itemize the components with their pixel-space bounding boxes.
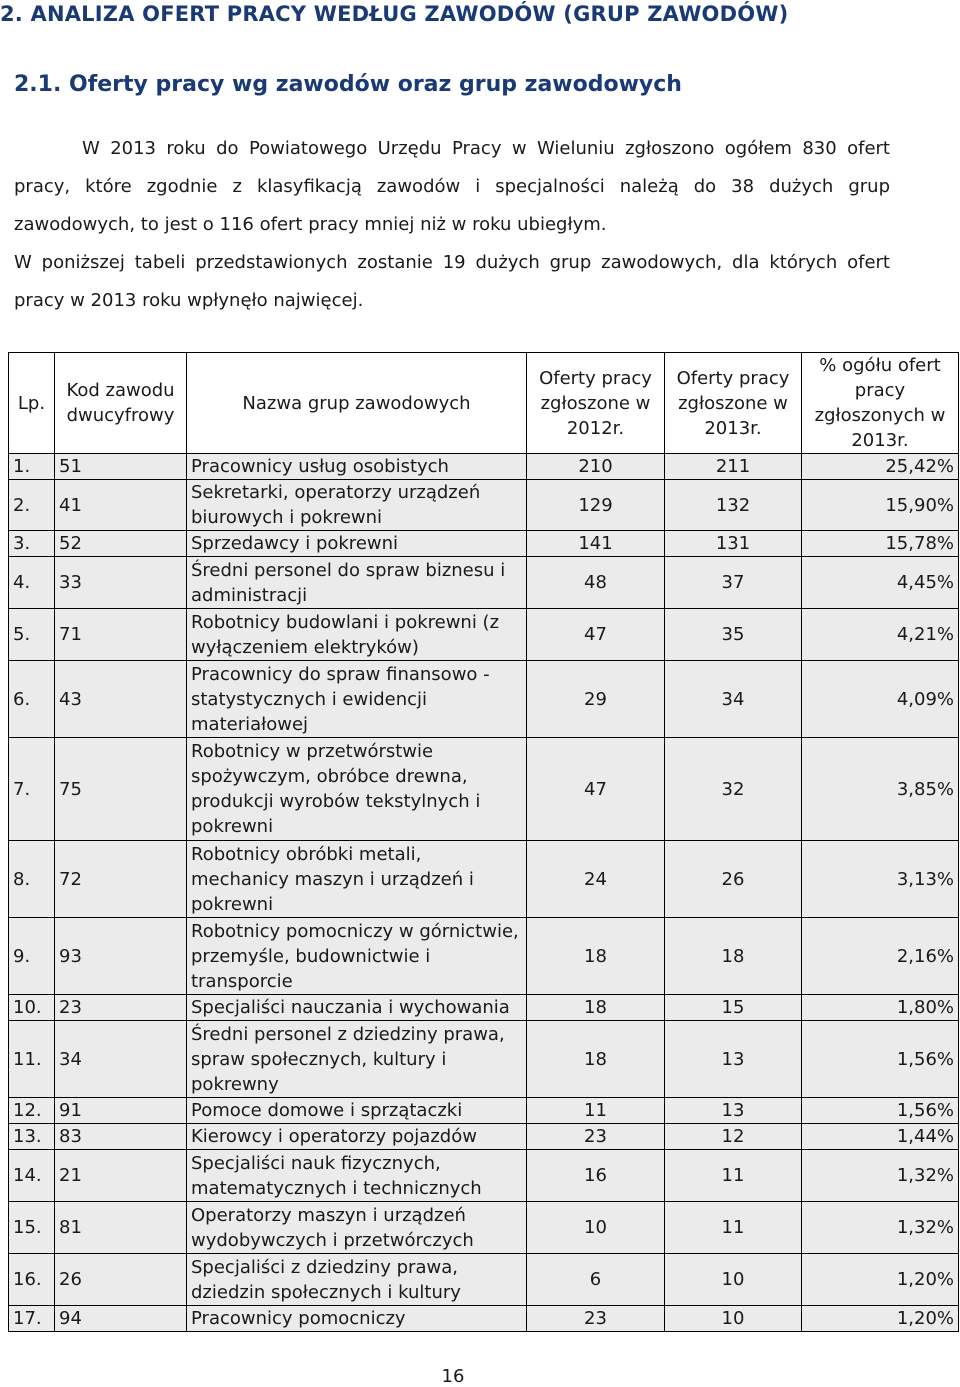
row-oferty-2012: 24 [527,841,665,918]
header-kod: Kod zawodu dwucyfrowy [55,353,187,454]
row-lp: 10. [9,995,55,1021]
row-kod: 72 [55,841,187,918]
header-nazwa: Nazwa grup zawodowych [187,353,527,454]
row-kod: 41 [55,480,187,531]
row-kod: 91 [55,1098,187,1124]
row-procent: 1,20% [802,1254,959,1306]
header-lp: Lp. [9,353,55,454]
table-row [9,841,959,918]
row-procent: 2,16% [802,918,959,995]
row-oferty-2013: 26 [665,841,802,918]
row-oferty-2012: 141 [527,531,665,557]
row-oferty-2012: 48 [527,557,665,609]
row-nazwa: Kierowcy i operatorzy pojazdów [187,1124,527,1150]
row-oferty-2012: 210 [527,454,665,480]
row-oferty-2012: 18 [527,1021,665,1098]
row-kod: 83 [55,1124,187,1150]
row-lp: 6. [9,661,55,738]
row-procent: 1,56% [802,1021,959,1098]
row-lp: 5. [9,609,55,661]
row-nazwa: Robotnicy w przetwórstwie spożywczym, obróbce drewna, produkcji wyrobów tekstylnych i pokrewni [187,738,527,841]
row-kod: 71 [55,609,187,661]
table-header-row [9,353,959,454]
row-lp: 9. [9,918,55,995]
row-kod: 23 [55,995,187,1021]
row-oferty-2013: 13 [665,1098,802,1124]
row-kod: 34 [55,1021,187,1098]
row-oferty-2012: 6 [527,1254,665,1306]
row-procent: 1,80% [802,995,959,1021]
row-nazwa: Specjaliści nauk fizycznych, matematycznych i technicznych [187,1150,527,1202]
row-nazwa: Robotnicy obróbki metali, mechanicy maszyn i urządzeń i pokrewni [187,841,527,918]
row-nazwa: Robotnicy pomocniczy w górnictwie, przemyśle, budownictwie i transporcie [187,918,527,995]
row-nazwa: Średni personel z dziedziny prawa, spraw społecznych, kultury i pokrewny [187,1021,527,1098]
intro-paragraph: W 2013 roku do Powiatowego Urzędu Pracy w Wieluniu zgłoszono ogółem 830 ofert pracy, które zgodnie z klasyfikacją zawodów i specjalności należą do 38 dużych grup zawodowych, to jest o 116 ofert pracy mniej niż w roku ubiegłym. [14,138,890,235]
row-oferty-2012: 29 [527,661,665,738]
table-row [9,1098,959,1124]
row-oferty-2012: 18 [527,918,665,995]
row-oferty-2012: 129 [527,480,665,531]
table-row [9,661,959,738]
header-oferty-2012: Oferty pracy zgłoszone w 2012r. [527,353,665,454]
row-lp: 4. [9,557,55,609]
row-kod: 26 [55,1254,187,1306]
row-oferty-2012: 47 [527,609,665,661]
row-oferty-2012: 16 [527,1150,665,1202]
row-lp: 8. [9,841,55,918]
row-kod: 75 [55,738,187,841]
row-kod: 93 [55,918,187,995]
row-procent: 1,56% [802,1098,959,1124]
row-kod: 21 [55,1150,187,1202]
row-procent: 25,42% [802,454,959,480]
table-intro-paragraph: W poniższej tabeli przedstawionych zostanie 19 dużych grup zawodowych, dla których ofert pracy w 2013 roku wpłynęło najwięcej. [14,252,890,311]
row-oferty-2012: 11 [527,1098,665,1124]
row-procent: 4,09% [802,661,959,738]
row-procent: 15,78% [802,531,959,557]
row-procent: 3,85% [802,738,959,841]
row-nazwa: Operatorzy maszyn i urządzeń wydobywczych i przetwórczych [187,1202,527,1254]
row-oferty-2013: 11 [665,1202,802,1254]
table-row [9,609,959,661]
row-nazwa: Robotnicy budowlani i pokrewni (z wyłączeniem elektryków) [187,609,527,661]
row-oferty-2013: 132 [665,480,802,531]
job-offers-table [8,352,959,1332]
row-oferty-2012: 23 [527,1306,665,1332]
row-nazwa: Pomoce domowe i sprzątaczki [187,1098,527,1124]
row-nazwa: Średni personel do spraw biznesu i administracji [187,557,527,609]
row-lp: 16. [9,1254,55,1306]
table-row [9,480,959,531]
row-procent: 3,13% [802,841,959,918]
row-lp: 12. [9,1098,55,1124]
row-nazwa: Pracownicy do spraw finansowo - statystycznych i ewidencji materiałowej [187,661,527,738]
table-row [9,1202,959,1254]
table-row [9,1150,959,1202]
row-oferty-2013: 131 [665,531,802,557]
row-oferty-2013: 10 [665,1306,802,1332]
row-oferty-2013: 10 [665,1254,802,1306]
table-body [9,454,959,1332]
row-oferty-2013: 34 [665,661,802,738]
row-procent: 1,44% [802,1124,959,1150]
section-heading: 2. ANALIZA OFERT PRACY WEDŁUG ZAWODÓW (GRUP ZAWODÓW) [0,2,789,26]
row-oferty-2013: 35 [665,609,802,661]
row-kod: 94 [55,1306,187,1332]
row-procent: 1,32% [802,1202,959,1254]
row-nazwa: Specjaliści z dziedziny prawa, dziedzin społecznych i kultury [187,1254,527,1306]
row-lp: 13. [9,1124,55,1150]
row-nazwa: Pracownicy usług osobistych [187,454,527,480]
table-row [9,1021,959,1098]
page-number: 16 [441,1366,465,1387]
row-oferty-2013: 12 [665,1124,802,1150]
row-oferty-2013: 211 [665,454,802,480]
row-oferty-2013: 37 [665,557,802,609]
table-row [9,531,959,557]
row-nazwa: Pracownicy pomocniczy [187,1306,527,1332]
table-row [9,454,959,480]
row-procent: 4,21% [802,609,959,661]
row-oferty-2012: 23 [527,1124,665,1150]
row-kod: 81 [55,1202,187,1254]
row-lp: 2. [9,480,55,531]
row-oferty-2013: 15 [665,995,802,1021]
row-procent: 4,45% [802,557,959,609]
row-procent: 1,20% [802,1306,959,1332]
table-row [9,1124,959,1150]
row-oferty-2013: 11 [665,1150,802,1202]
row-lp: 1. [9,454,55,480]
row-lp: 17. [9,1306,55,1332]
row-oferty-2013: 13 [665,1021,802,1098]
row-oferty-2012: 47 [527,738,665,841]
header-oferty-2013: Oferty pracy zgłoszone w 2013r. [665,353,802,454]
row-kod: 52 [55,531,187,557]
subsection-heading: 2.1. Oferty pracy wg zawodów oraz grup zawodowych [14,72,682,97]
row-oferty-2012: 10 [527,1202,665,1254]
row-procent: 1,32% [802,1150,959,1202]
row-nazwa: Sprzedawcy i pokrewni [187,531,527,557]
row-lp: 7. [9,738,55,841]
row-kod: 43 [55,661,187,738]
row-oferty-2012: 18 [527,995,665,1021]
table-row [9,1254,959,1306]
row-kod: 33 [55,557,187,609]
row-lp: 14. [9,1150,55,1202]
row-nazwa: Sekretarki, operatorzy urządzeń biurowych i pokrewni [187,480,527,531]
table-row [9,918,959,995]
table-row [9,1306,959,1332]
row-oferty-2013: 32 [665,738,802,841]
row-kod: 51 [55,454,187,480]
row-procent: 15,90% [802,480,959,531]
row-lp: 3. [9,531,55,557]
row-lp: 15. [9,1202,55,1254]
table-row [9,738,959,841]
table-row [9,557,959,609]
table-row [9,995,959,1021]
row-oferty-2013: 18 [665,918,802,995]
row-lp: 11. [9,1021,55,1098]
row-nazwa: Specjaliści nauczania i wychowania [187,995,527,1021]
header-procent: % ogółu ofert pracy zgłoszonych w 2013r. [802,353,959,454]
